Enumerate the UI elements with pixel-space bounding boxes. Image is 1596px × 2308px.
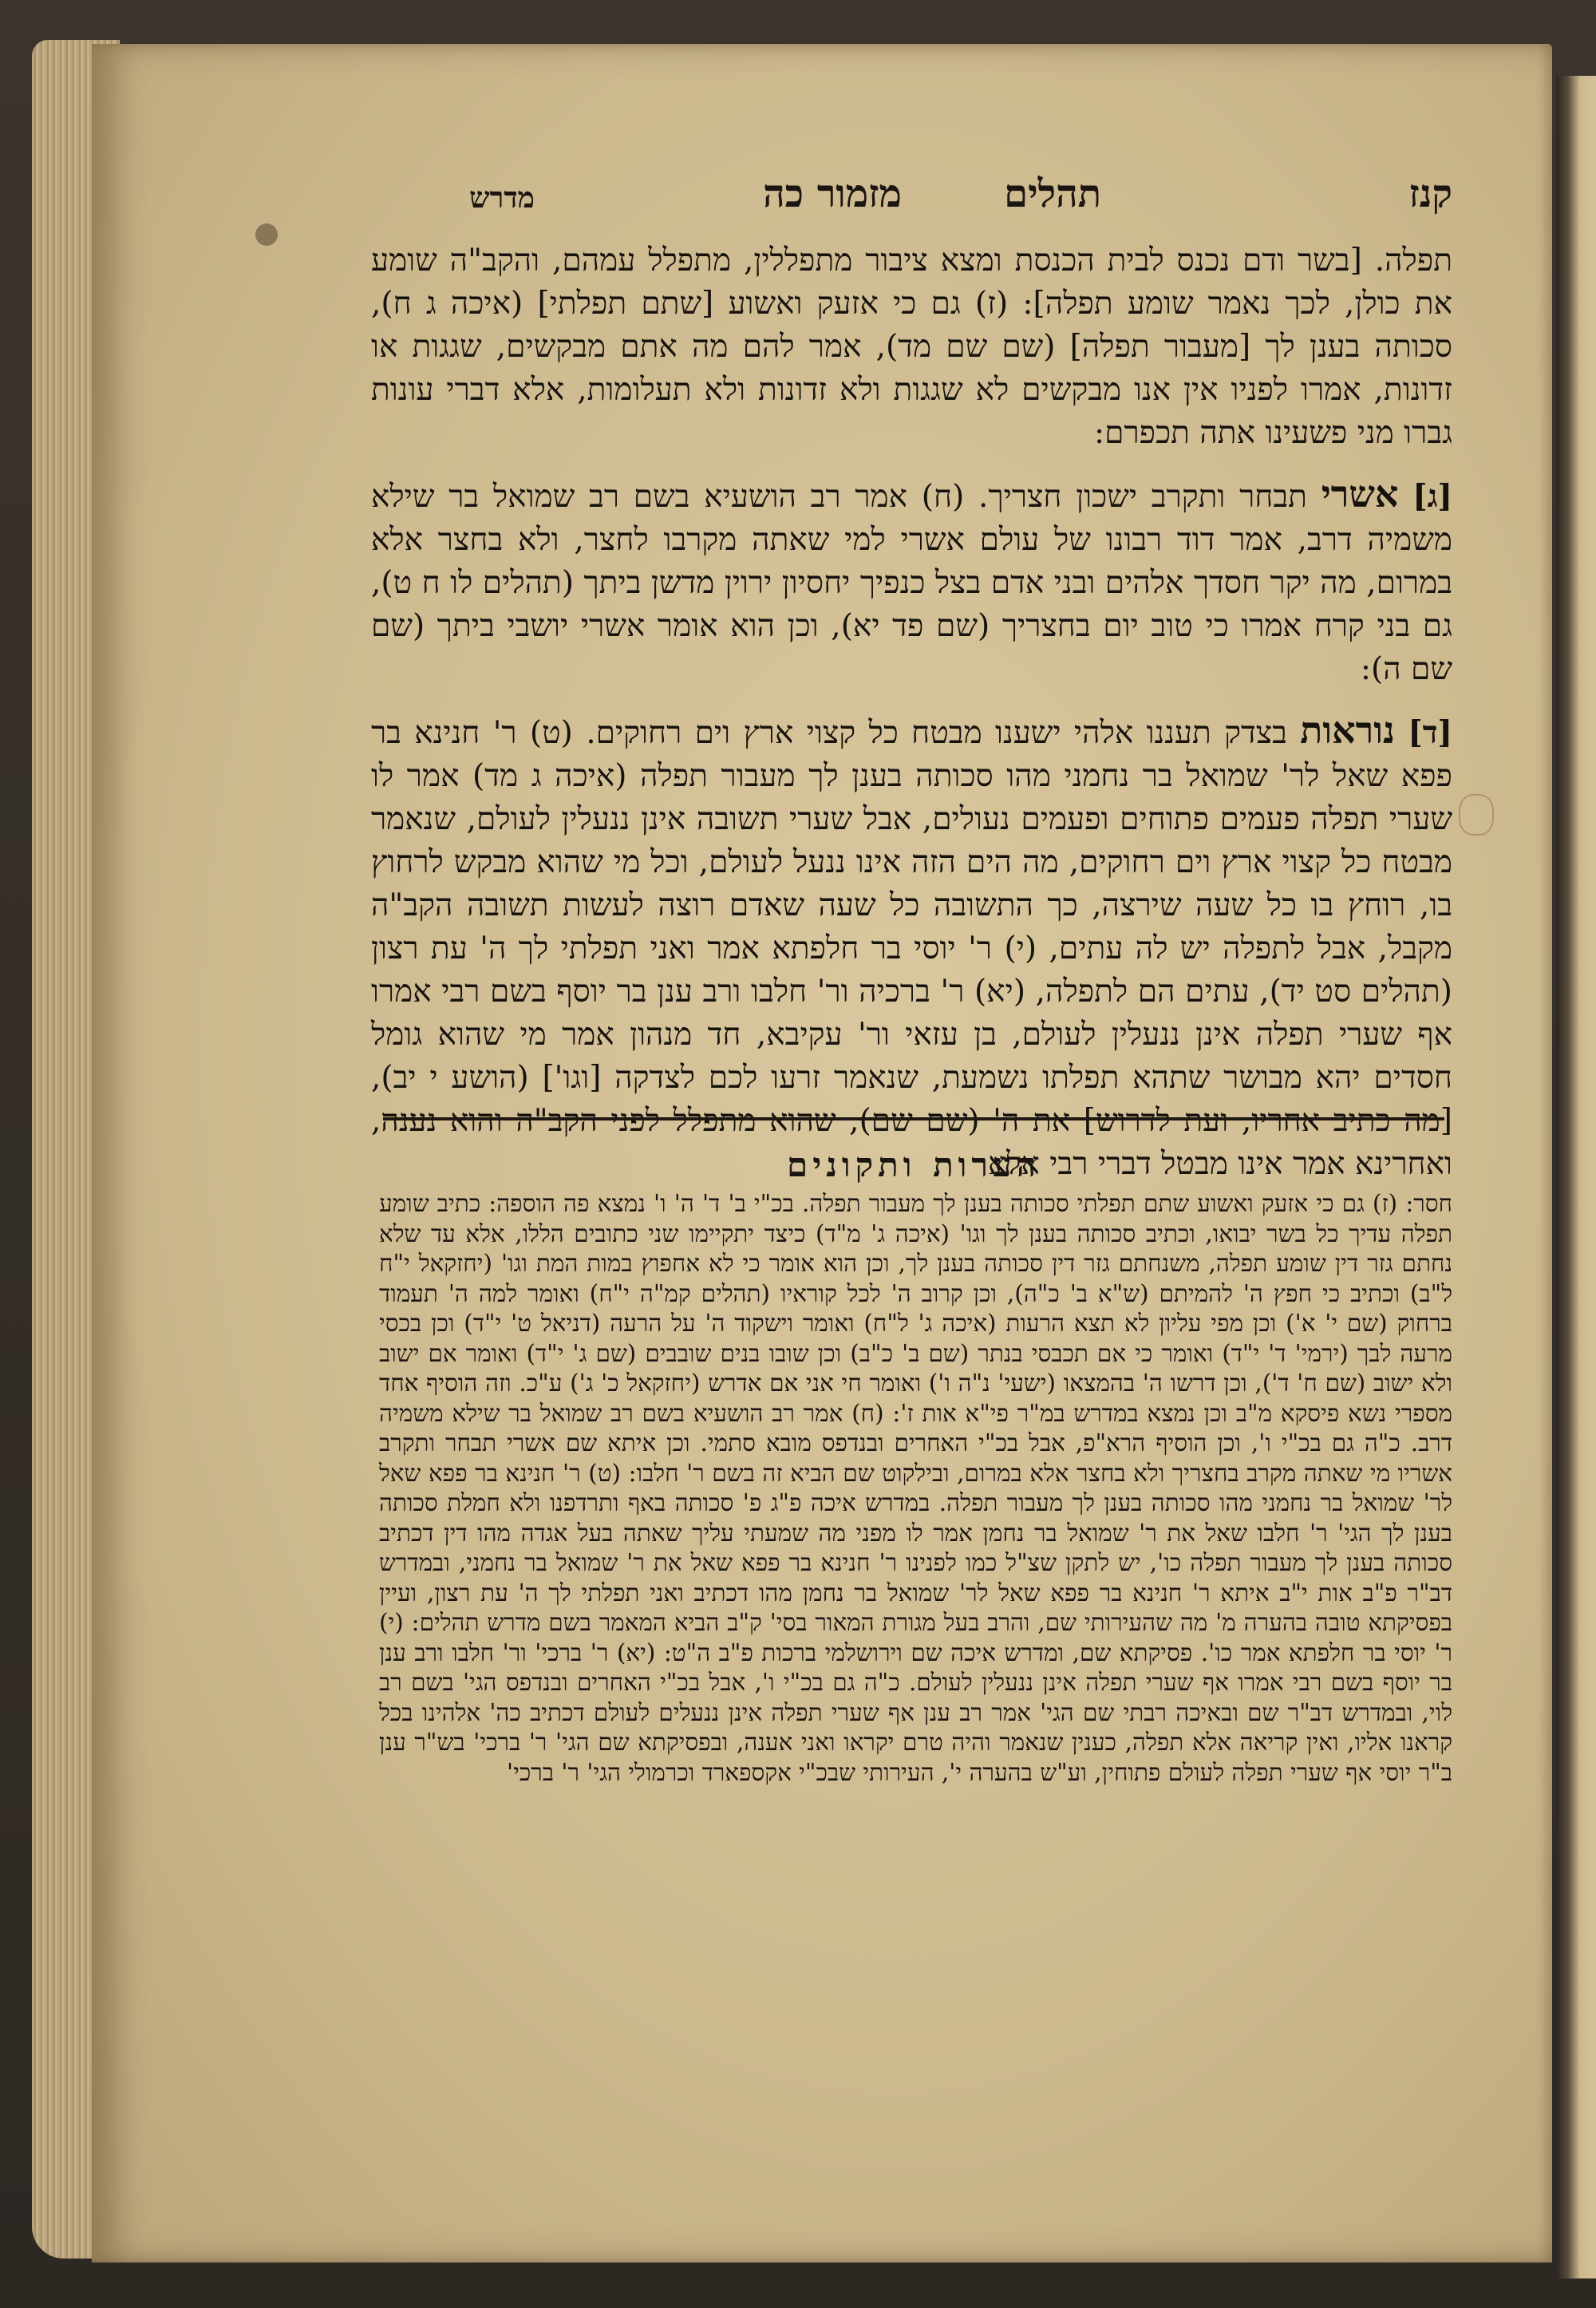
section-marker: [ד]: [1408, 714, 1452, 751]
paragraph-1-text: תפלה. [בשר ודם נכנס לבית הכנסת ומצא ציבור מתפללין, מתפלל עמהם, והקב"ה שומע את כולן, לכך נאמר שומע תפלה]: (ז) גם כי אזעק ואשוע [שתם תפלתי] (איכה ג ח), סכותה בענן לך [מעבור תפלה] (שם שם מד), אמר להם מה אתם מבקשים, שגגות או זדונות, אמרו לפניו אין אנו מבקשים לא שגגות ולא זדונות ולא תעלומות, אלא דברי עונות גברו מני פשעינו אתה תכפרם:: [371, 243, 1452, 451]
notes-title: הערות ותקונים: [786, 1145, 1041, 1184]
paragraph-2: [371, 472, 1452, 691]
paragraph-3: [371, 709, 1452, 1186]
separator-rule: [383, 1117, 1444, 1120]
header-page-number: קנז: [1408, 172, 1452, 216]
header-title: מדרש: [469, 181, 535, 215]
lead-word: נוראות: [1300, 709, 1395, 752]
header-psalm: מזמור כה: [763, 172, 902, 216]
running-header: [327, 164, 1452, 239]
ink-blot: [255, 223, 278, 246]
margin-stamp: [1459, 794, 1494, 836]
header-book: תהלים: [1004, 172, 1101, 216]
paragraph-2-text: תבחר ותקרב ישכון חצריך. (ח) אמר רב הושעיא בשם רב שמואל בר שילא משמיה דרב, אמר דוד רבונו של עולם אשרי למי שאתה מקרבו לחצר, ולא בחצר אלא במרום, מה יקר חסדך אלהים ובני אדם בצל כנפיך יחסיון ירוין מדשן ביתך (תהלים לו ח ט), גם בני קרח אמרו כי טוב יום בחצריך (שם פד יא), וכן הוא אומר אשרי יושבי ביתך (שם שם ה):: [371, 479, 1452, 687]
section-marker: [ג]: [1412, 478, 1452, 515]
paragraph-1: [371, 239, 1452, 455]
notes-text: חסר: (ז) גם כי אזעק ואשוע שתם תפלתי סכותה בענן לך מעבור תפלה. בכ"י ב' ד' ה' ו' נמצא פה הוספה: כתיב שומע תפלה עדיך כל בשר יבואו, וכתיב סכותה בענן לך וגו' (איכה ג' מ"ד) כיצד יתקיימו שני כתובים הללו, אלא עד שלא נחתם גזר דין שומע תפלה, משנחתם גזר דין סכותה בענן לך, וכן הוא אומר כי לא אחפוץ במות המת וגו' (יחזקאל י"ח ל"ב) וכתיב כי חפץ ה' להמיתם (ש"א ב' כ"ה), וכן קרוב ה' לכל קוראיו (תהלים קמ"ה י"ח) ואומר למה ה' תעמוד ברחוק (שם י' א') וכן מפי עליון לא תצא הרעות (איכה ג' ל"ח) ואומר וישקוד ה' על הרעה (דניאל ט' י"ד) וכן בכסי מרעה לבך (ירמי' ד' י"ד) ואומר כי אם תכבסי בנתר (שם ב' כ"ב) וכן שובו בנים שובבים (שם ג' י"ד) ואומר אם ישוב ולא ישוב (שם ח' ד'), וכן דרשו ה' בהמצאו (ישעי' נ"ה ו') ואומר חי אני אם אדרש (יחזקאל כ' ג') ע"כ. וזה הוסיף אחד מספרי נשא פיסקא מ"ב וכן נמצא במדרש במ"ר פי"א אות ז': (ח) אמר רב הושעיא בשם רב שמואל בר שילא משמיה דרב. כ"ה גם בכ"י ו', וכן הוסיף הרא"פ, אבל בכ"י האחרים ובנדפס מובא סתמי. וכן איתא שם אשרי תבחר ותקרב אשריו מי שאתה מקרב בחצריך ולא בחצר אלא במרום, ובילקוט שם הביא זה בשם ר' חלבו: (ט) ר' חנינא בר פפא שאל לר' שמואל בר נחמני מהו סכותה בענן לך מעבור תפלה. במדרש איכה פ"ג פ' סכותה באף ותרדפנו ולא חמלת סכותה בענן לך הגי' ר' חלבו שאל את ר' שמואל בר נחמן אמר לו מפני מה שמעתי עליך שאתה בעל אגדה מהו דין דכתיב סכותה בענן לך מעבור תפלה כו', יש לתקן שצ"ל כמו לפנינו ר' חנינא בר פפא שאל את ר' שמואל בר נחמני, ובמדרש דב"ר פ"ב אות י"ב איתא ר' חנינא בר פפא שאל לר' שמואל בר נחמן מהו דכתיב ואני תפלתי לך ה' עת רצון, ועיין בפסיקתא טובה בהערה מ' מה שהעירותי שם, והרב בעל מגורת המאור בסי' ק"ב הביא המאמר בשם מדרש תהלים: (י) ר' יוסי בר חלפתא אמר כו'. פסיקתא שם, ומדרש איכה שם וירושלמי ברכות פ"ב ה"ט: (יא) ר' ברכי' ור' חלבו ורב ענן בר יוסף בשם רבי אמרו אף שערי תפלה אינן ננעלין לעולם. כ"ה גם בכ"י ו', אבל בכ"י האחרים ובנדפס הגי' בשם רב לוי, ובמדרש דב"ר שם ובאיכה רבתי שם הגי' אמר רב ענן אף שערי תפלה אינן ננעלים לעולם דכתיב כה' אלהינו בכל קראנו אליו, ואין קריאה אלא תפלה, כענין שנאמר והיה טרם יקראו ואני אענה, ובפסיקתא שם הגי' ר' ברכי' בש"ר ענן ב"ר יוסי אף שערי תפלה לעולם פתוחין, וע"ש בהערה י', העירותי שבכ"י אקספארד וכרמולי הגי' ר' ברכי': [379, 1190, 1452, 1786]
lead-word: אשרי: [1321, 472, 1399, 516]
paragraph-3-text: בצדק תעננו אלהי ישענו מבטח כל קצוי ארץ וים רחוקים. (ט) ר' חנינא בר פפא שאל לר' שמואל בר נחמני מהו סכותה בענן לך מעבור תפלה (איכה ג מד) אמר לו שערי תפלה פעמים פתוחים ופעמים נעולים, אבל שערי תשובה אינן ננעלין לעולם, שנאמר מבטח כל קצוי ארץ וים רחוקים, מה הים הזה אינו ננעל לעולם, וכל מי שהוא מבקש לרחוץ בו, רוחץ בו כל שעה שירצה, כך התשובה כל שעה שאדם רוצה לעשות תשובה הקב"ה מקבל, אבל לתפלה יש לה עתים, (י) ר' יוסי בר חלפתא אמר ואני תפלתי לך ה' עת רצון (תהלים סט יד), עתים הם לתפלה, (יא) ר' ברכיה ור' חלבו ורב ענן בר יוסף בשם רבי אמרו אף שערי תפלה אינן ננעלין לעולם, בן עזאי ור' עקיבא, חד מנהון אמר מי שהוא גומל חסדים יהא מבושר שתהא תפלתו נשמעת, שנאמר זרעו לכם לצדקה [וגו'] (הושע י יב), [מה כתיב אחריו, ועת לדרוש] את ה' (שם שם), שהוא מתפלל לפני הקב"ה והוא נענה, ואחרינא אמר אינו מבטל דברי רבי אלא: [371, 715, 1452, 1182]
facing-page-edge: [1556, 76, 1596, 2278]
